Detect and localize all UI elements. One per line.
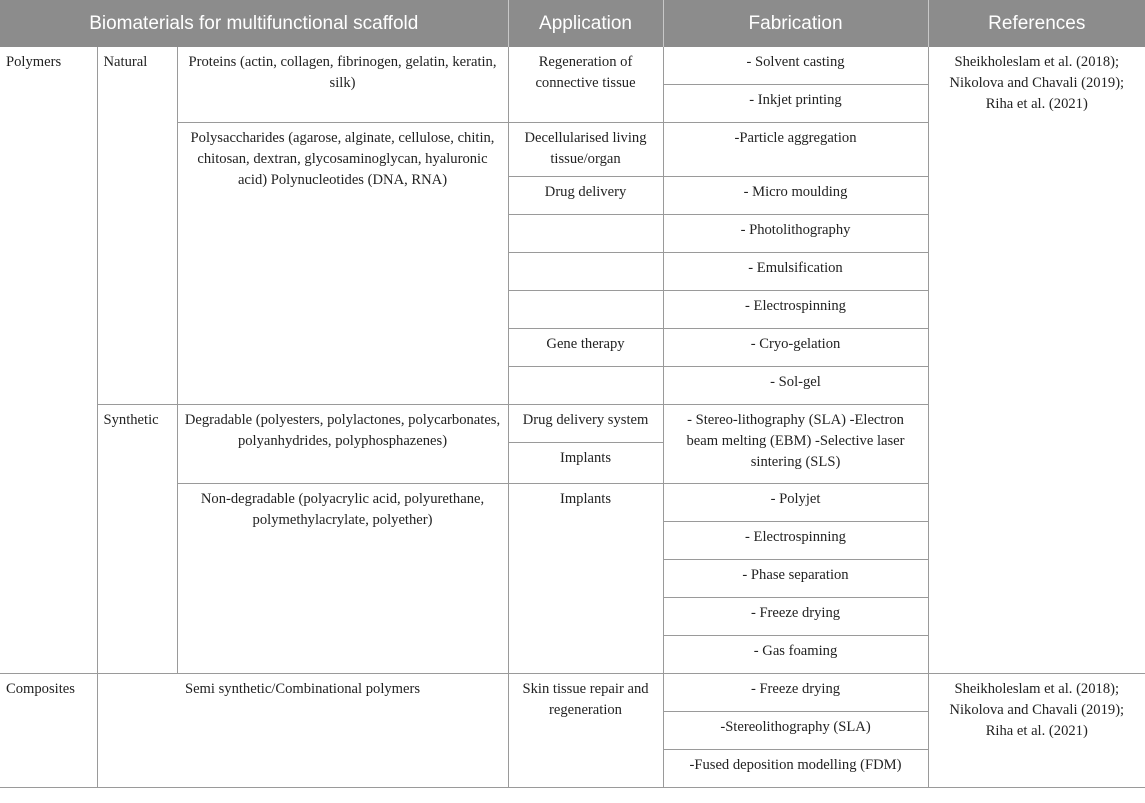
application-connective: Regeneration of connective tissue <box>508 47 663 123</box>
fabrication-cell: - Freeze drying <box>663 674 928 712</box>
application-implants: Implants <box>508 484 663 674</box>
references-polymers: Sheikholeslam et al. (2018); Nikolova and Chavali (2019); Riha et al. (2021) <box>928 47 1145 674</box>
fabrication-cell: - Stereo-lithography (SLA) -Electron beam melting (EBM) -Selective laser sintering (SLS) <box>663 405 928 484</box>
table-row <box>0 674 1145 712</box>
header-fabrication: Fabrication <box>663 0 928 47</box>
category-synthetic: Synthetic <box>97 405 177 674</box>
material-degradable: Degradable (polyesters, polylactones, polycarbonates, polyanhydrides, polyphosphazenes) <box>177 405 508 484</box>
fabrication-cell: - Cryo-gelation <box>663 329 928 367</box>
fabrication-cell: - Photolithography <box>663 215 928 253</box>
material-non-degradable: Non-degradable (polyacrylic acid, polyurethane, polymethylacrylate, polyether) <box>177 484 508 674</box>
fabrication-cell: - Inkjet printing <box>663 85 928 123</box>
table-row <box>0 47 1145 85</box>
fabrication-cell: - Phase separation <box>663 560 928 598</box>
header-application: Application <box>508 0 663 47</box>
application-drug-delivery-system: Drug delivery system <box>508 405 663 443</box>
header-references: References <box>928 0 1145 47</box>
application-empty <box>508 253 663 291</box>
fabrication-cell: - Electrospinning <box>663 522 928 560</box>
application-gene-therapy: Gene therapy <box>508 329 663 367</box>
header-biomaterials: Biomaterials for multifunctional scaffold <box>0 0 508 47</box>
header-row <box>0 0 1145 47</box>
application-implants: Implants <box>508 443 663 484</box>
material-semi-synthetic: Semi synthetic/Combinational polymers <box>97 674 508 788</box>
application-empty <box>508 291 663 329</box>
fabrication-cell: -Particle aggregation <box>663 123 928 177</box>
fabrication-cell: - Solvent casting <box>663 47 928 85</box>
fabrication-cell: - Electrospinning <box>663 291 928 329</box>
references-composites: Sheikholeslam et al. (2018); Nikolova and Chavali (2019); Riha et al. (2021) <box>928 674 1145 788</box>
fabrication-cell: - Freeze drying <box>663 598 928 636</box>
application-empty <box>508 367 663 405</box>
application-decellularised: Decellularised living tissue/organ <box>508 123 663 177</box>
material-proteins: Proteins (actin, collagen, fibrinogen, gelatin, keratin, silk) <box>177 47 508 123</box>
fabrication-cell: - Micro moulding <box>663 177 928 215</box>
application-empty <box>508 215 663 253</box>
category-composites: Composites <box>0 674 97 788</box>
fabrication-cell: -Stereolithography (SLA) <box>663 712 928 750</box>
application-drug-delivery: Drug delivery <box>508 177 663 215</box>
application-skin: Skin tissue repair and regeneration <box>508 674 663 788</box>
category-polymers: Polymers <box>0 47 97 674</box>
fabrication-cell: - Polyjet <box>663 484 928 522</box>
fabrication-cell: - Sol-gel <box>663 367 928 405</box>
material-polysaccharides: Polysaccharides (agarose, alginate, cellulose, chitin, chitosan, dextran, glycosaminoglycan, hyaluronic acid) Polynucleotides (DNA, RNA) <box>177 123 508 405</box>
fabrication-cell: - Emulsification <box>663 253 928 291</box>
category-natural: Natural <box>97 47 177 405</box>
fabrication-cell: -Fused deposition modelling (FDM) <box>663 750 928 788</box>
fabrication-cell: - Gas foaming <box>663 636 928 674</box>
